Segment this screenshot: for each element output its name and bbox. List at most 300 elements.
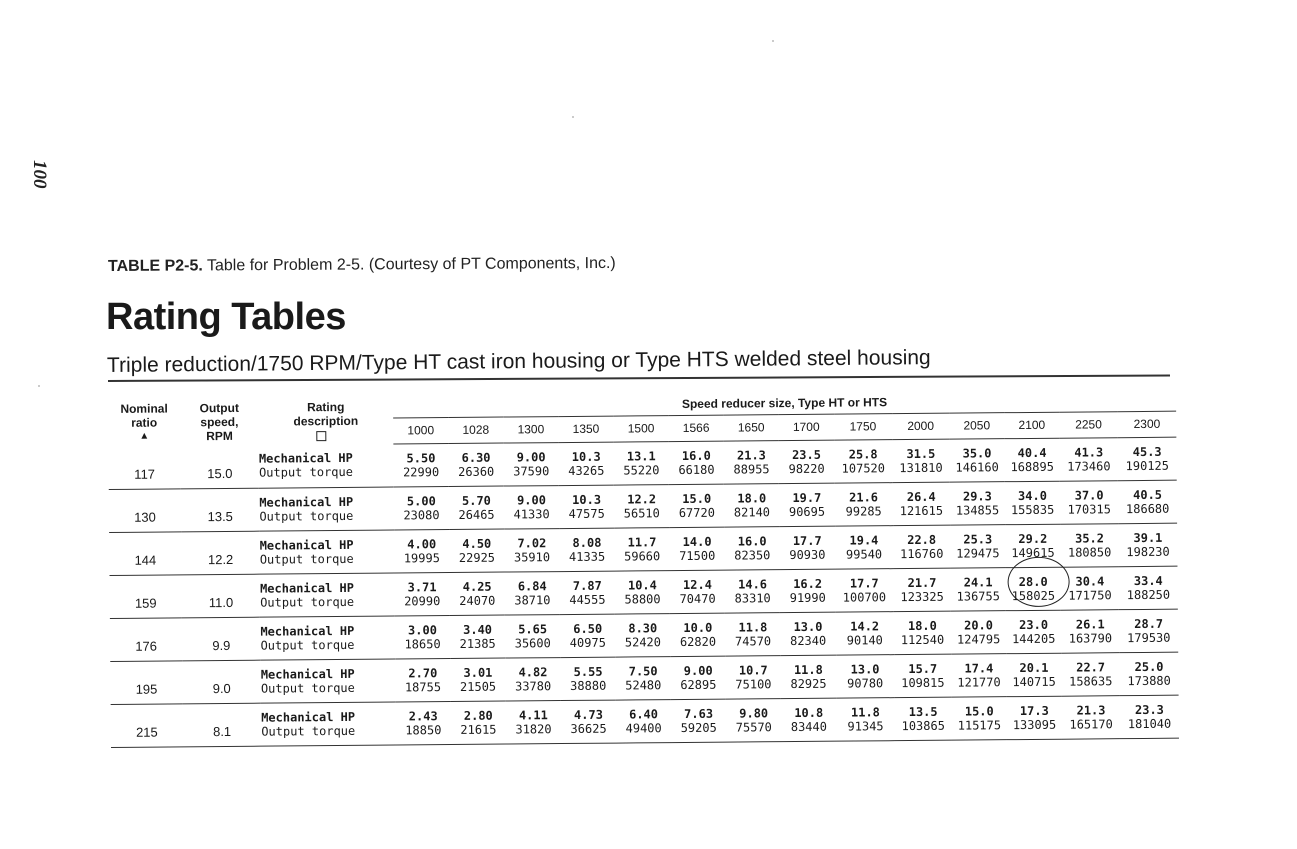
- value-cell: [504, 528, 559, 571]
- value-cell: [505, 571, 560, 614]
- value-cell: [503, 442, 558, 485]
- value-cell: [394, 529, 449, 572]
- speed-cell: 9.9: [212, 637, 231, 654]
- table-row: [111, 695, 1179, 747]
- value-cell: [449, 486, 504, 529]
- size-header: 1500: [613, 415, 668, 441]
- torque-value: 75570: [735, 719, 772, 735]
- torque-value: 186680: [1125, 501, 1170, 516]
- hp-value: 9.00: [683, 663, 713, 678]
- hp-value: 2.43: [408, 708, 438, 723]
- torque-value: 40975: [569, 635, 606, 650]
- torque-value: 38710: [514, 592, 551, 607]
- hp-value: 15.7: [908, 661, 938, 676]
- torque-value: 36625: [570, 721, 607, 736]
- hp-value: 29.2: [1018, 531, 1048, 546]
- value-cell: [394, 486, 449, 529]
- size-header: 2100: [1004, 412, 1059, 438]
- hp-value: 10.8: [794, 705, 824, 720]
- output-torque-label: Output torque: [260, 680, 355, 696]
- value-cell: [951, 653, 1006, 696]
- torque-value: 109815: [901, 675, 945, 690]
- header-nominal-ratio: Nominal ratio ▲: [108, 401, 180, 446]
- torque-value: 26360: [458, 464, 495, 479]
- description-cell: [259, 444, 394, 488]
- value-cell: [780, 526, 835, 569]
- value-cell: [559, 442, 614, 485]
- hp-value: 4.11: [518, 707, 548, 722]
- hp-value: 14.6: [738, 576, 768, 592]
- hp-value: 37.0: [1074, 487, 1104, 503]
- hp-value: 21.3: [1076, 702, 1106, 718]
- hp-value: 8.08: [572, 535, 602, 550]
- torque-value: 99285: [845, 503, 882, 519]
- rating-table: [108, 393, 1179, 748]
- value-cell: [1119, 566, 1178, 610]
- value-cell: [670, 570, 725, 613]
- torque-value: 20990: [404, 593, 441, 608]
- torque-value: 56510: [623, 505, 660, 521]
- value-cell: [725, 526, 780, 569]
- torque-value: 62820: [679, 634, 717, 649]
- size-header: 1350: [558, 416, 613, 442]
- mechanical-hp-label: Mechanical HP: [260, 623, 355, 639]
- hp-value: 13.0: [850, 661, 880, 677]
- value-cell: [781, 655, 836, 698]
- hp-value: 28.7: [1134, 616, 1164, 631]
- hp-value: 6.50: [573, 621, 603, 636]
- speed-cell: 9.0: [212, 680, 231, 697]
- torque-value: 49400: [625, 720, 662, 735]
- torque-value: 22925: [458, 550, 496, 565]
- hp-value: 22.7: [1076, 659, 1106, 675]
- torque-value: 99540: [845, 546, 883, 562]
- value-cell: [559, 485, 614, 528]
- hp-value: 15.0: [682, 491, 712, 506]
- hp-value: 21.3: [736, 447, 766, 463]
- torque-value: 21505: [459, 679, 497, 694]
- caption-label: TABLE P2-5.: [107, 257, 203, 275]
- torque-value: 24070: [459, 593, 496, 608]
- subtitle: Triple reduction/1750 RPM/Type HT cast iron housing or Type HTS welded steel housing: [106, 346, 931, 377]
- table-caption: [108, 255, 616, 276]
- size-header: 1566: [668, 415, 723, 441]
- hp-value: 16.0: [681, 448, 711, 463]
- torque-value: 22990: [402, 464, 440, 479]
- value-cell: [670, 613, 725, 656]
- torque-value: 52480: [625, 677, 662, 692]
- value-cell: [1061, 609, 1120, 653]
- torque-value: 188250: [1126, 587, 1171, 602]
- value-cell: [1004, 438, 1059, 481]
- hp-value: 21.7: [907, 575, 937, 590]
- torque-value: 67720: [678, 505, 715, 520]
- torque-value: 59205: [680, 720, 717, 735]
- rating-table-wrap: [108, 393, 1179, 748]
- value-cell: [614, 484, 669, 527]
- torque-value: 21385: [459, 636, 496, 651]
- torque-value: 91345: [847, 718, 884, 734]
- speed-cell: 11.0: [208, 594, 234, 611]
- torque-value: 121615: [899, 503, 944, 518]
- value-cell: [393, 443, 448, 486]
- size-header: 2250: [1059, 412, 1117, 438]
- hp-value: 23.0: [1019, 617, 1049, 632]
- value-cell: [669, 484, 724, 527]
- value-cell: [450, 658, 505, 701]
- torque-value: 123325: [900, 589, 944, 604]
- hp-value: 23.5: [791, 447, 822, 462]
- value-cell: [894, 654, 952, 697]
- hp-value: 10.7: [738, 662, 768, 678]
- hp-value: 5.00: [406, 493, 436, 508]
- value-cell: [779, 483, 834, 526]
- hp-value: 18.0: [737, 490, 767, 506]
- value-cell: [1061, 566, 1120, 610]
- hp-value: 3.00: [407, 622, 437, 637]
- hp-value: 35.0: [962, 445, 992, 461]
- caption-text: Table for Problem 2-5. (Courtesy of PT Components, Inc.): [206, 254, 616, 275]
- value-cell: [1005, 524, 1060, 567]
- hp-value: 17.7: [792, 533, 822, 548]
- value-cell: [950, 481, 1005, 524]
- hp-value: 4.00: [407, 536, 437, 551]
- torque-value: 116760: [900, 546, 944, 561]
- hp-value: 18.0: [907, 618, 937, 633]
- value-cell: [950, 524, 1005, 567]
- value-cell: [726, 655, 781, 698]
- value-cell: [615, 656, 670, 699]
- header-speed-reducer: Speed reducer size, Type HT or HTS: [393, 393, 1176, 418]
- value-cell: [1118, 480, 1177, 524]
- value-cell: [505, 657, 560, 700]
- torque-value: 43265: [568, 463, 605, 478]
- value-cell: [1118, 437, 1177, 481]
- scan-speck: [572, 116, 574, 118]
- hp-value: 7.63: [684, 706, 714, 721]
- mechanical-hp-label: Mechanical HP: [259, 537, 354, 553]
- size-header: 2000: [892, 413, 949, 439]
- value-cell: [893, 482, 951, 525]
- hp-value: 16.2: [793, 576, 823, 591]
- hp-value: 3.40: [463, 622, 493, 637]
- torque-value: 100700: [842, 589, 887, 605]
- torque-value: 190125: [1125, 458, 1170, 473]
- hp-value: 25.0: [1134, 659, 1164, 674]
- hp-value: 16.0: [737, 533, 767, 549]
- output-torque-label: Output torque: [261, 723, 356, 739]
- torque-value: 133095: [1012, 717, 1057, 732]
- torque-value: 179530: [1127, 630, 1171, 645]
- torque-value: 155835: [1010, 502, 1055, 517]
- torque-value: 88955: [733, 461, 770, 477]
- torque-value: 165170: [1069, 716, 1113, 732]
- hp-value: 10.3: [571, 449, 601, 464]
- hp-value: 5.55: [573, 664, 603, 679]
- torque-value: 18755: [404, 679, 442, 694]
- value-cell: [1005, 481, 1060, 524]
- header-output-speed: Output speed, RPM: [199, 400, 239, 444]
- torque-value: 26465: [458, 507, 495, 522]
- size-header: 1000: [393, 417, 448, 443]
- torque-value: 35910: [513, 549, 551, 564]
- value-cell: [504, 485, 559, 528]
- value-cell: [726, 698, 781, 741]
- value-cell: [449, 529, 504, 572]
- hp-value: 39.1: [1133, 530, 1163, 545]
- hp-value: 19.4: [849, 532, 879, 548]
- value-cell: [780, 612, 835, 655]
- hp-value: 15.0: [964, 703, 994, 719]
- hp-value: 6.30: [461, 450, 491, 465]
- hp-value: 4.82: [518, 664, 548, 679]
- torque-value: 180850: [1067, 544, 1112, 560]
- value-cell: [671, 656, 726, 699]
- ratio-cell: 130: [134, 509, 156, 525]
- mechanical-hp-label: Mechanical HP: [259, 494, 354, 510]
- value-cell: [1007, 696, 1062, 739]
- value-cell: [669, 527, 724, 570]
- size-header: 2300: [1118, 411, 1177, 437]
- ratio-cell: 195: [135, 681, 158, 697]
- ratio-cell: 144: [134, 552, 157, 568]
- hp-value: 33.4: [1133, 573, 1163, 588]
- output-torque-label: Output torque: [259, 508, 354, 524]
- hp-value: 17.3: [1019, 703, 1049, 718]
- torque-value: 98220: [788, 461, 825, 476]
- hp-value: 10.3: [572, 492, 602, 507]
- torque-value: 131810: [899, 460, 943, 475]
- torque-value: 23080: [403, 507, 440, 522]
- torque-value: 168895: [1010, 459, 1054, 474]
- torque-value: 163790: [1068, 630, 1113, 646]
- hp-value: 34.0: [1017, 488, 1047, 503]
- hp-value: 11.8: [793, 662, 823, 677]
- value-cell: [780, 569, 835, 612]
- torque-value: 47575: [568, 506, 605, 521]
- hp-value: 4.50: [462, 536, 492, 551]
- value-cell: [1060, 437, 1119, 481]
- hp-value: 9.00: [516, 449, 546, 464]
- value-cell: [451, 701, 506, 744]
- size-header: 1650: [724, 415, 779, 441]
- hp-value: 13.0: [793, 619, 823, 634]
- torque-value: 38880: [570, 678, 607, 693]
- description-cell: [260, 616, 395, 660]
- hp-value: 29.3: [962, 488, 992, 504]
- torque-value: 66180: [678, 462, 715, 477]
- torque-value: 59660: [624, 548, 661, 564]
- torque-value: 90930: [789, 547, 826, 562]
- value-cell: [835, 568, 894, 612]
- ratio-cell: 117: [134, 466, 156, 482]
- scan-speck: [38, 385, 40, 387]
- hp-value: 35.2: [1074, 530, 1105, 546]
- torque-value: 181040: [1127, 716, 1172, 731]
- torque-value: 33780: [514, 678, 552, 693]
- value-cell: [834, 482, 893, 526]
- value-cell: [1062, 695, 1121, 739]
- hp-value: 21.6: [849, 489, 879, 505]
- torque-value: 198230: [1126, 544, 1170, 559]
- output-torque-label: Output torque: [259, 551, 354, 567]
- hp-value: 13.5: [908, 704, 938, 719]
- value-cell: [725, 569, 780, 612]
- hp-value: 12.4: [682, 577, 712, 592]
- value-cell: [615, 613, 670, 656]
- value-cell: [671, 699, 726, 742]
- torque-value: 115175: [957, 717, 1002, 733]
- hp-value: 20.0: [963, 617, 994, 633]
- value-cell: [1119, 609, 1178, 653]
- torque-value: 112540: [900, 632, 945, 647]
- hp-value: 31.5: [906, 446, 936, 461]
- torque-value: 171750: [1068, 587, 1112, 603]
- torque-value: 35600: [514, 635, 551, 650]
- value-cell: [1119, 523, 1178, 567]
- hp-value: 12.2: [627, 491, 657, 506]
- hp-value: 28.0: [1018, 574, 1048, 589]
- size-header: 2050: [949, 413, 1004, 439]
- hp-value: 9.80: [739, 705, 769, 721]
- hp-value: 10.4: [627, 577, 657, 592]
- torque-value: 158025: [1011, 588, 1056, 603]
- torque-value: 31820: [515, 721, 552, 736]
- mechanical-hp-label: Mechanical HP: [261, 709, 356, 725]
- torque-value: 18650: [404, 636, 441, 651]
- hp-value: 22.8: [907, 532, 937, 547]
- value-cell: [669, 441, 724, 484]
- hp-value: 8.30: [628, 620, 658, 635]
- speed-cell: 12.2: [207, 551, 234, 568]
- torque-value: 19995: [403, 550, 440, 565]
- output-torque-label: Output torque: [258, 465, 354, 480]
- hp-value: 25.8: [848, 446, 878, 462]
- torque-value: 75100: [735, 676, 772, 692]
- value-cell: [1060, 523, 1119, 567]
- value-cell: [952, 696, 1007, 739]
- ratio-cell: 159: [134, 595, 157, 611]
- torque-value: 121770: [957, 674, 1001, 690]
- scan-speck: [772, 40, 774, 42]
- torque-value: 140715: [1012, 674, 1056, 689]
- torque-value: 83310: [734, 590, 771, 606]
- torque-value: 41330: [513, 506, 550, 521]
- value-cell: [395, 658, 450, 701]
- torque-value: 18850: [405, 722, 442, 737]
- hp-value: 3.01: [463, 665, 493, 680]
- hp-value: 4.73: [573, 707, 603, 722]
- torque-value: 158635: [1069, 673, 1113, 689]
- hp-value: 23.3: [1134, 702, 1164, 717]
- ratio-cell: 215: [135, 724, 158, 740]
- torque-value: 74570: [734, 633, 772, 649]
- speed-cell: 15.0: [207, 465, 233, 481]
- value-cell: [835, 611, 894, 655]
- hp-value: 3.71: [407, 579, 437, 594]
- value-cell: [560, 571, 615, 614]
- value-cell: [949, 438, 1004, 481]
- hp-value: 11.8: [738, 619, 768, 635]
- value-cell: [450, 615, 505, 658]
- torque-value: 82140: [733, 504, 771, 520]
- hp-value: 7.87: [572, 578, 602, 593]
- torque-value: 129475: [956, 545, 1000, 561]
- page-number: 100: [29, 160, 50, 189]
- size-header: 1300: [503, 416, 558, 442]
- value-cell: [1006, 610, 1061, 653]
- torque-value: 70470: [679, 591, 716, 606]
- torque-value: 149615: [1011, 545, 1055, 560]
- output-torque-label: Output torque: [260, 594, 355, 610]
- size-header: 1700: [779, 414, 834, 440]
- mechanical-hp-label: Mechanical HP: [259, 580, 355, 596]
- value-cell: [505, 614, 560, 657]
- value-cell: [892, 439, 950, 482]
- value-cell: [396, 701, 451, 744]
- value-cell: [779, 440, 834, 483]
- hp-value: 19.7: [792, 490, 822, 505]
- ratio-cell: 176: [135, 638, 158, 654]
- value-cell: [834, 439, 893, 483]
- hp-value: 40.4: [1017, 445, 1047, 460]
- value-cell: [1120, 695, 1179, 739]
- torque-value: 55220: [623, 462, 660, 478]
- torque-value: 82925: [790, 676, 827, 691]
- value-cell: [835, 525, 894, 569]
- hp-value: 9.00: [516, 492, 547, 507]
- hp-value: 45.3: [1132, 444, 1162, 459]
- torque-value: 90780: [847, 675, 884, 691]
- torque-value: 58800: [624, 591, 661, 607]
- torque-value: 107520: [841, 460, 886, 476]
- speed-cell: 8.1: [212, 723, 232, 740]
- torque-value: 41335: [568, 549, 606, 564]
- value-cell: [614, 441, 669, 484]
- mechanical-hp-label: Mechanical HP: [258, 451, 353, 466]
- value-cell: [394, 572, 449, 615]
- value-cell: [894, 697, 952, 740]
- torque-value: 37590: [513, 463, 550, 478]
- value-cell: [450, 572, 505, 615]
- torque-value: 134855: [955, 502, 1000, 518]
- value-cell: [560, 657, 615, 700]
- hp-value: 2.70: [408, 665, 438, 680]
- value-cell: [559, 528, 614, 571]
- value-cell: [1006, 567, 1061, 610]
- torque-value: 173460: [1067, 458, 1111, 474]
- value-cell: [836, 697, 895, 741]
- torque-value: 136755: [956, 588, 1001, 604]
- table-body: [108, 437, 1179, 747]
- hp-value: 2.80: [463, 708, 493, 723]
- value-cell: [725, 612, 780, 655]
- size-header: 1028: [448, 417, 503, 443]
- output-torque-label: Output torque: [260, 637, 355, 653]
- value-cell: [1006, 653, 1061, 696]
- box-icon: [317, 431, 327, 441]
- hp-value: 5.70: [461, 493, 491, 508]
- value-cell: [893, 568, 951, 611]
- value-cell: [506, 700, 561, 743]
- value-cell: [614, 527, 669, 570]
- torque-value: 90695: [788, 504, 826, 519]
- value-cell: [1060, 480, 1119, 524]
- torque-value: 144205: [1011, 631, 1056, 646]
- hp-value: 5.65: [518, 621, 548, 636]
- hp-value: 4.25: [462, 579, 492, 594]
- torque-value: 62895: [680, 677, 717, 692]
